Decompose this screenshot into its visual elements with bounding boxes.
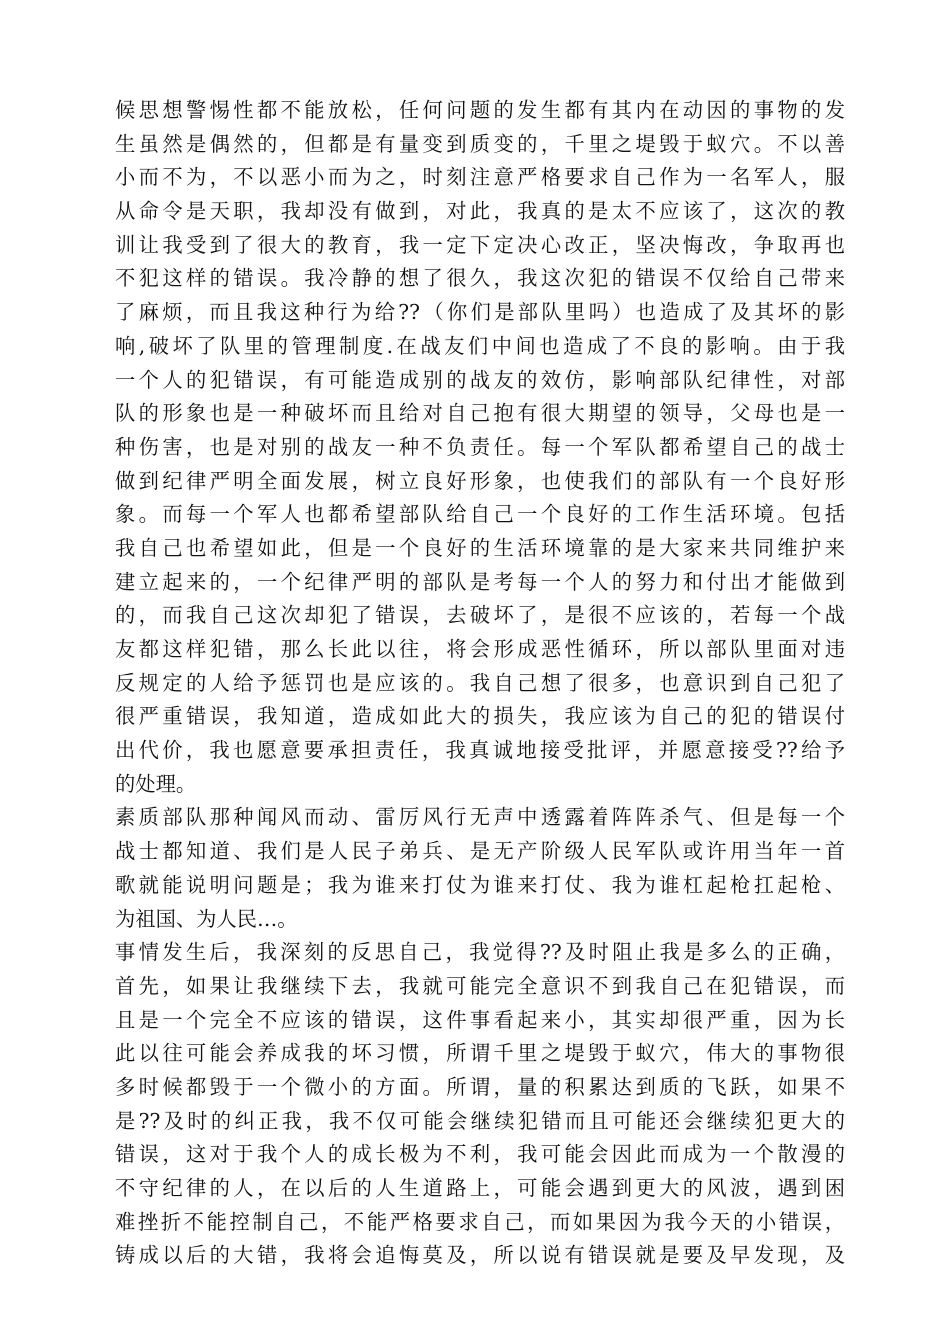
text-line: 建立起来的，一个纪律严明的部队是考每一个人的努力和付出才能做到 — [115, 569, 845, 594]
text-line: 素质部队那种闻风而动、雷厉风行无声中透露着阵阵杀气、但是每一个 — [115, 805, 845, 830]
text-line: 响,破坏了队里的管理制度.在战友们中间也造成了不良的影响。由于我 — [115, 333, 845, 358]
text-line: 首先，如果让我继续下去，我就可能完全意识不到我自己在犯错误，而 — [115, 973, 845, 998]
text-line: 错误，这对于我个人的成长极为不利，我可能会因此而成为一个散漫的 — [115, 1142, 845, 1167]
body-text — [115, 94, 845, 1273]
text-line: 训让我受到了很大的教育，我一定下定决心改正，坚决悔改，争取再也 — [115, 232, 845, 257]
text-line: 象。而每一个军人也都希望部队给自己一个良好的工作生活环境。包括 — [115, 502, 845, 527]
text-line: 队的形象也是一种破坏而且给对自己抱有很大期望的领导，父母也是一 — [115, 401, 845, 426]
text-line: 候思想警惕性都不能放松，任何问题的发生都有其内在动因的事物的发 — [115, 98, 845, 122]
text-line: 此以往可能会养成我的坏习惯，所谓千里之堤毁于蚁穴，伟大的事物很 — [115, 1041, 845, 1066]
text-line: 事情发生后，我深刻的反思自己，我觉得??及时阻止我是多么的正确， — [115, 940, 845, 965]
text-line: 难挫折不能控制自己，不能严格要求自己，而如果因为我今天的小错误， — [115, 1209, 845, 1234]
text-line: 一个人的犯错误，有可能造成别的战友的效仿，影响部队纪律性，对部 — [115, 367, 845, 392]
text-line: 歌就能说明问题是；我为谁来打仗为谁来打仗、我为谁杠起枪扛起枪、 — [115, 872, 845, 897]
text-line: 种伤害，也是对别的战友一种不负责任。每一个军队都希望自己的战士 — [115, 434, 845, 459]
text-line: 出代价，我也愿意要承担责任，我真诚地接受批评，并愿意接受??给予 — [115, 738, 845, 763]
text-line: 友都这样犯错，那么长此以往，将会形成恶性循环，所以部队里面对违 — [115, 637, 845, 661]
text-line: 且是一个完全不应该的错误，这件事看起来小，其实却很严重，因为长 — [115, 1007, 845, 1032]
text-line: 反规定的人给予惩罚也是应该的。我自己想了很多，也意识到自己犯了 — [115, 670, 845, 695]
text-line: 我自己也希望如此，但是一个良好的生活环境靠的是大家来共同维护来 — [115, 535, 845, 560]
text-line: 小而不为，不以恶小而为之，时刻注意严格要求自己作为一名军人，服 — [115, 165, 845, 190]
text-line: 不守纪律的人，在以后的人生道路上，可能会遇到更大的风波，遇到困 — [115, 1176, 845, 1200]
text-line: 的，而我自己这次却犯了错误，去破坏了，是很不应该的，若每一个战 — [115, 603, 845, 628]
text-line: 战士都知道、我们是人民子弟兵、是无产阶级人民军队或许用当年一首 — [115, 839, 845, 864]
text-line: 为祖国、为人民…。 — [115, 906, 298, 931]
text-line: 了麻烦，而且我这种行为给??（你们是部队里吗）也造成了及其坏的影 — [115, 300, 845, 325]
text-line: 的处理。 — [115, 771, 197, 796]
text-line: 从命令是天职，我却没有做到，对此，我真的是太不应该了，这次的教 — [115, 199, 845, 224]
text-line: 不犯这样的错误。我冷静的想了很久，我这次犯的错误不仅给自己带来 — [115, 266, 845, 291]
text-line: 很严重错误，我知道，造成如此大的损失，我应该为自己的犯的错误付 — [115, 704, 845, 729]
text-line: 铸成以后的大错，我将会追悔莫及，所以说有错误就是要及早发现，及 — [115, 1243, 845, 1268]
text-line: 多时候都毁于一个微小的方面。所谓，量的积累达到质的飞跃，如果不 — [115, 1074, 845, 1099]
text-line: 做到纪律严明全面发展，树立良好形象，也使我们的部队有一个良好形 — [115, 468, 845, 493]
text-line: 是??及时的纠正我，我不仅可能会继续犯错而且可能还会继续犯更大的 — [115, 1108, 845, 1133]
text-line: 生虽然是偶然的，但都是有量变到质变的，千里之堤毁于蚁穴。不以善 — [115, 131, 845, 156]
